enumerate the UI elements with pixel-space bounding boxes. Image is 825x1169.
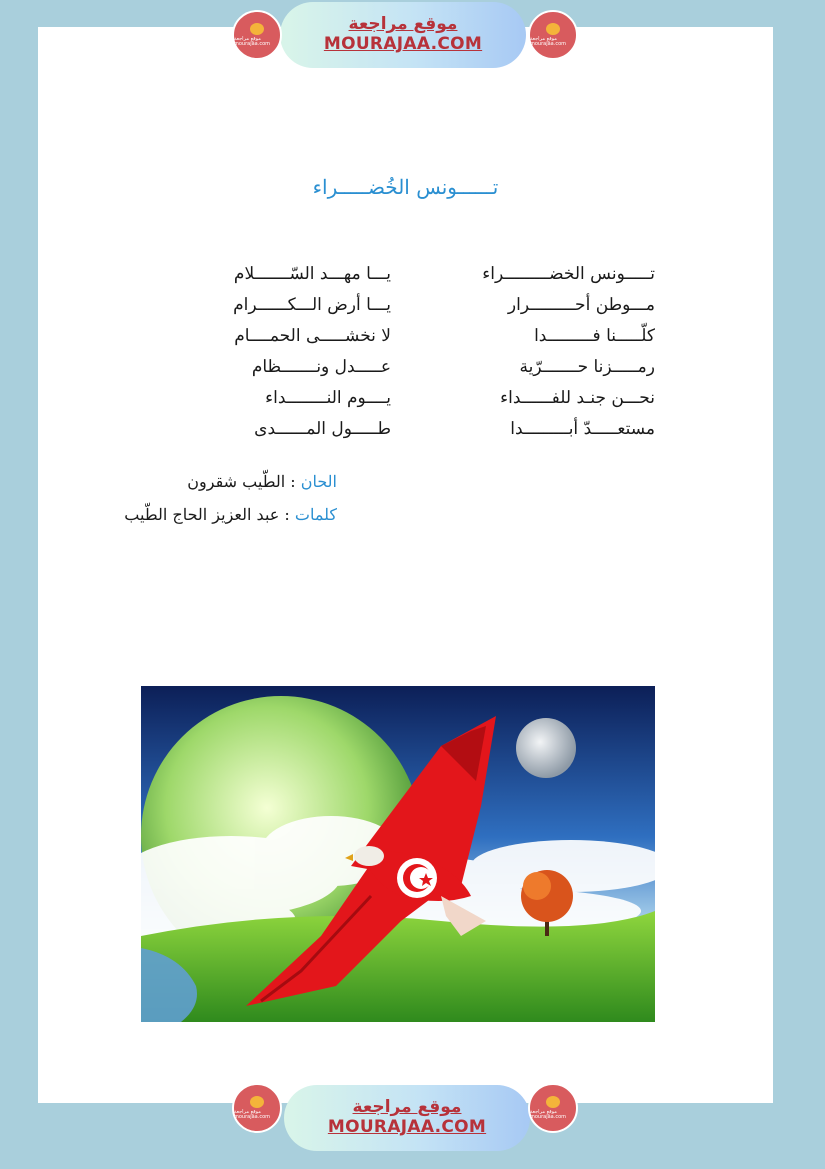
logo-caption: موقع مراجعة mourajaa.com [234,1108,271,1120]
verse: يـــا مهـــد السّـــــــلام [233,264,391,284]
credit-separator: : [284,505,290,524]
verse: طـــــول المــــــدى [254,419,391,439]
verse: مـــوطن أحـــــــــرار [507,295,655,315]
verse: لا نخشـــــى الحمــــام [234,326,391,346]
verse: رمـــــزنا حـــــــرّية [519,357,655,377]
site-logo-icon [232,1083,282,1133]
poem-title: تــــــونس الخُضـــــراء [312,175,499,199]
site-logo-icon [528,10,578,60]
lyrics-value: عبد العزيز الحاج الطّيب [124,505,280,524]
melody-label: الحان [300,472,337,491]
verse: كلّـــــنا فـــــــــدا [534,326,655,346]
site-name-arabic[interactable]: موقع مراجعة [352,1097,462,1118]
poem-left-column [171,259,391,445]
site-domain-link[interactable]: MOURAJAA.COM [323,34,483,54]
site-domain-link[interactable]: MOURAJAA.COM [327,1117,487,1137]
logo-caption: موقع مراجعة mourajaa.com [530,35,567,47]
melody-value: الطّيب شقرون [187,472,286,491]
verse: عـــــدل ونـــــــظام [251,357,391,377]
credit-separator: : [290,472,296,491]
verse: مستعـــــدّ أبـــــــــدا [510,419,655,439]
document-page [38,27,773,1103]
verse: يــــوم النــــــــداء [265,388,391,408]
site-footer-badge[interactable] [284,1085,530,1151]
eagle-flag-illustration [141,686,655,1022]
logo-caption: موقع مراجعة mourajaa.com [234,35,271,47]
site-header-badge[interactable] [280,2,526,68]
verse: نحـــن جنـد للفــــــداء [500,388,655,408]
lyrics-credit [124,505,337,524]
site-logo-icon [528,1083,578,1133]
lyrics-label: كلمات [294,505,337,524]
melody-credit [187,472,337,491]
site-name-arabic[interactable]: موقع مراجعة [348,14,458,35]
verse: تـــــونس الخضـــــــــراء [482,264,655,284]
logo-caption: موقع مراجعة mourajaa.com [530,1108,567,1120]
site-logo-icon [232,10,282,60]
poem-right-column [465,259,655,445]
verse: يـــا أرض الـــكــــــرام [233,295,391,315]
